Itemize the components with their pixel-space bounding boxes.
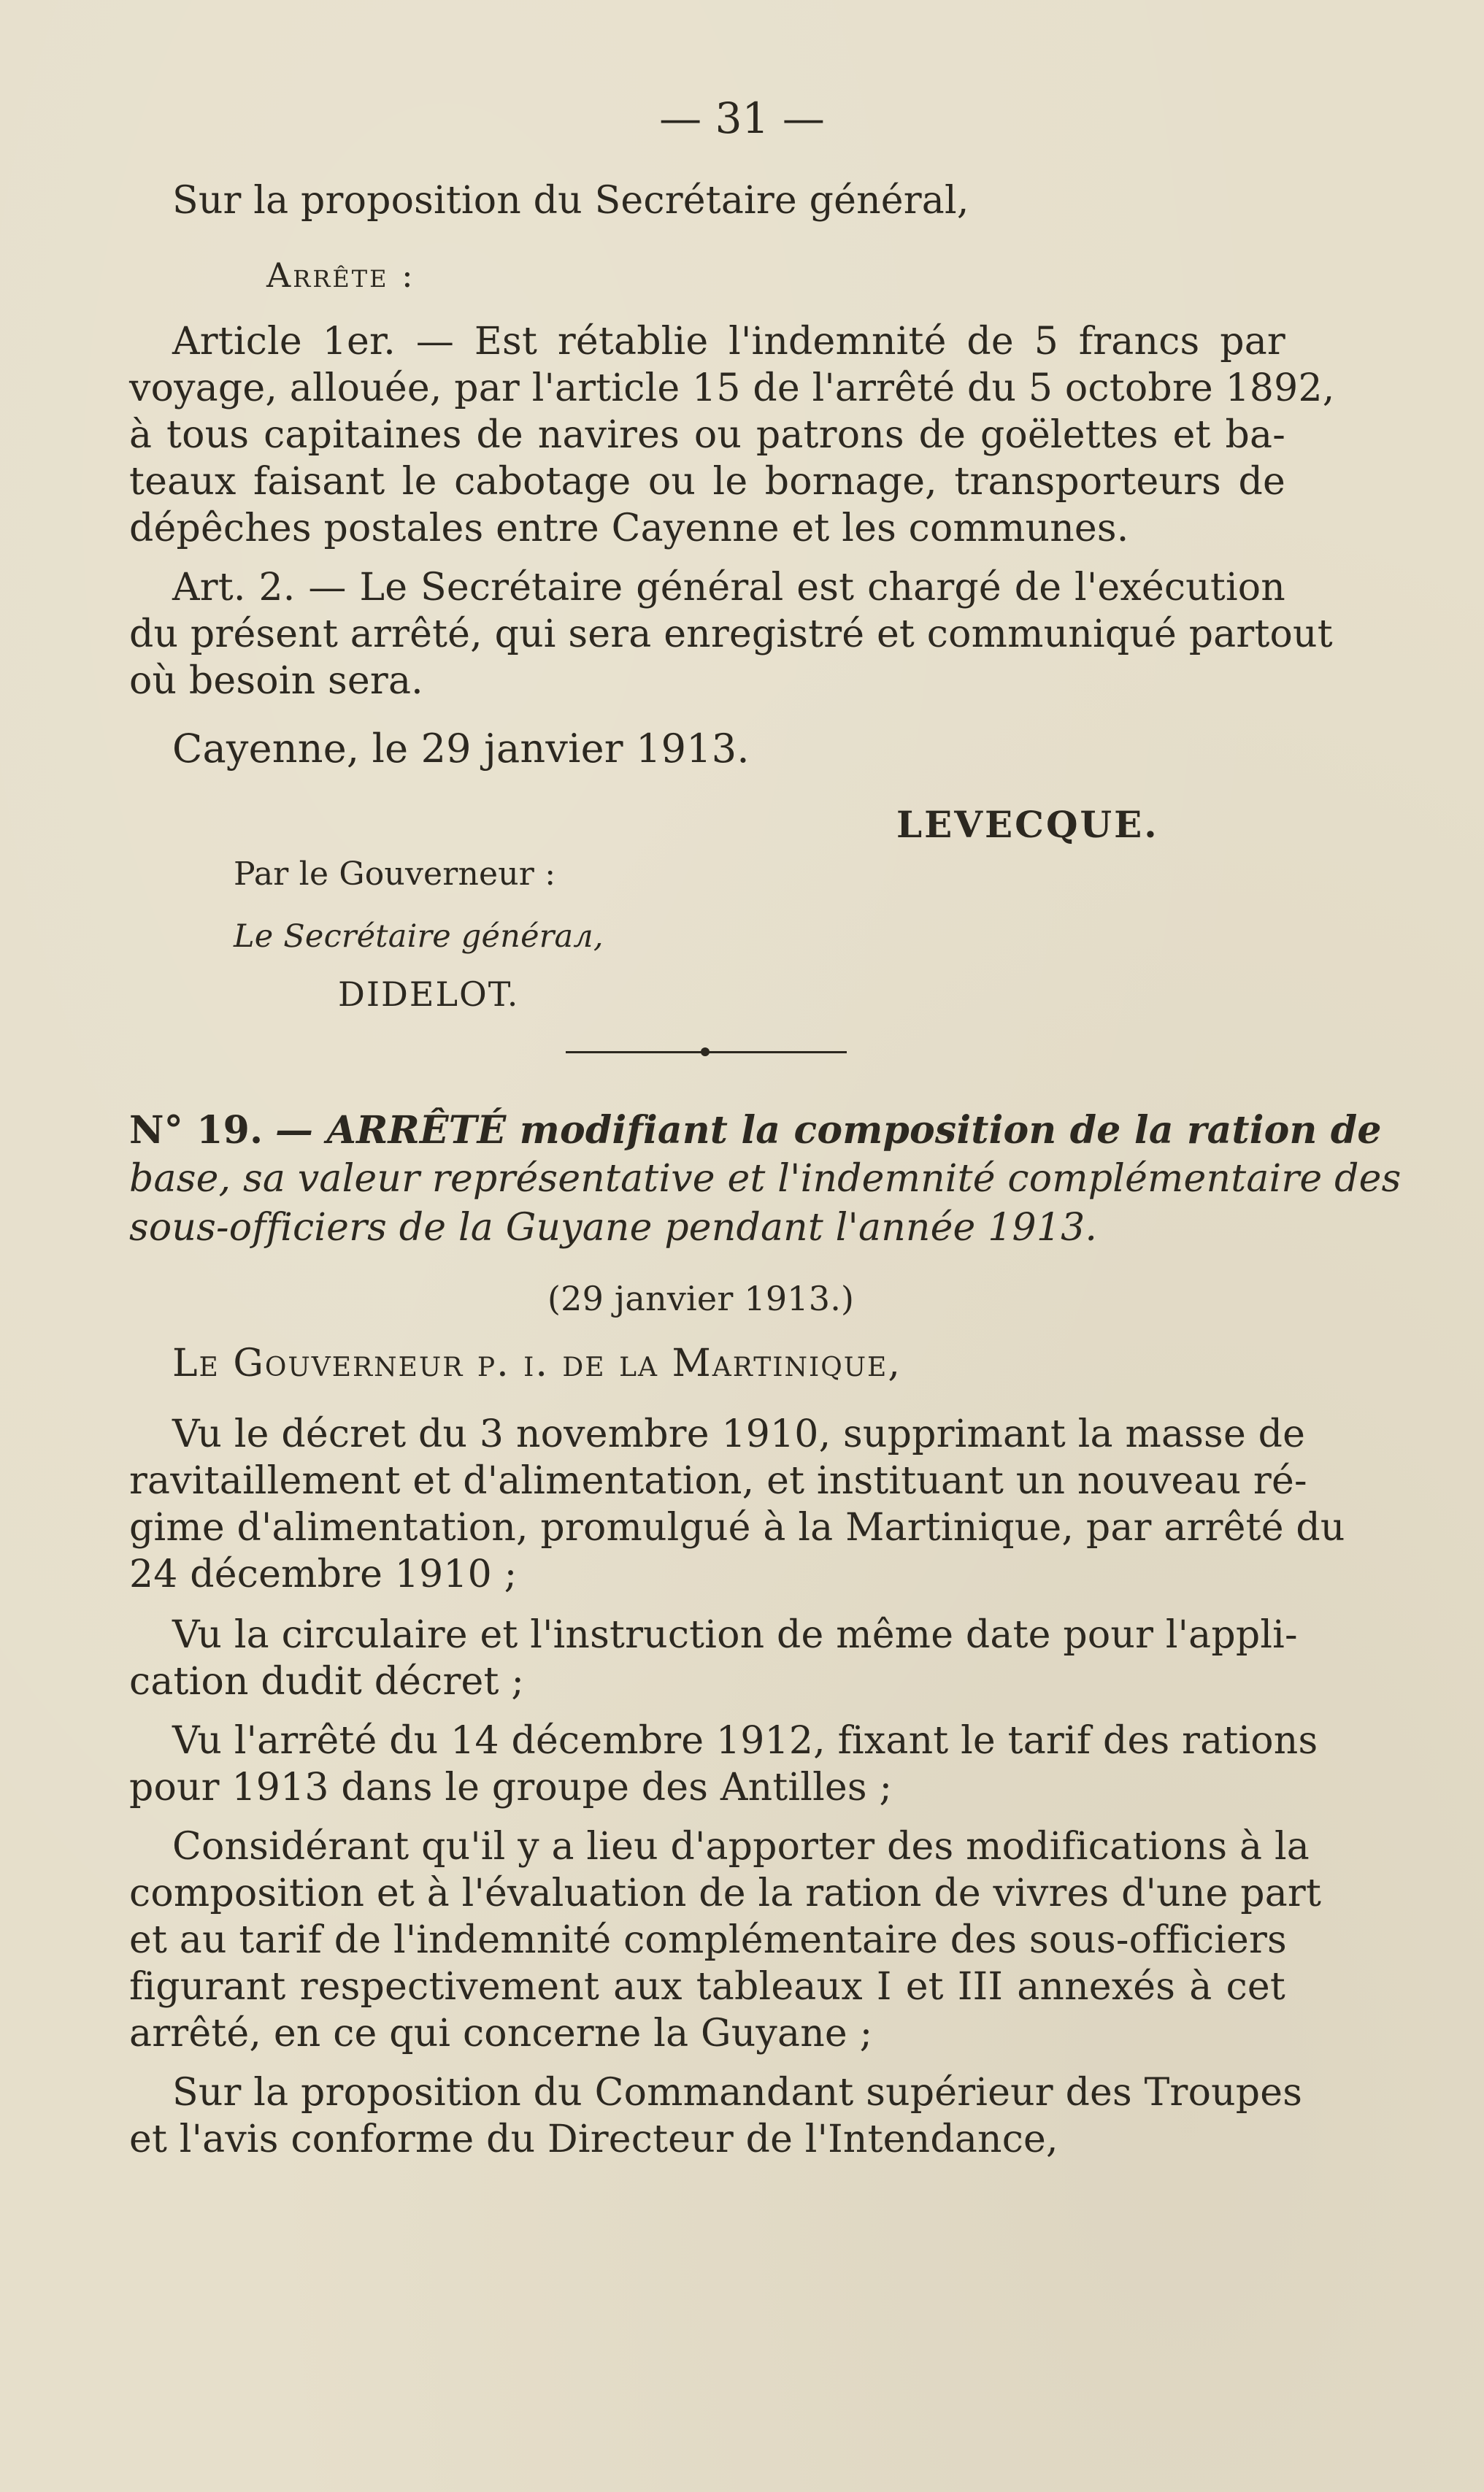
signature-levecque: LEVECQUE. [896,803,1159,846]
body-line-13: arrêté, en ce qui concerne la Guyane ; [129,2012,873,2055]
decree-number: N° 19. [129,1108,264,1153]
body-line-9: Considérant qu'il y a lieu d'apporter des modifications à la [172,1825,1310,1869]
article1-line-3: à tous capitaines de navires ou patrons de goëlettes et ba- [129,413,1285,457]
place-date: Cayenne, le 29 janvier 1913. [172,726,750,772]
article1-line-1: Article 1er. — Est rétablie l'indemnité de 5 francs par [172,320,1285,364]
proposition-line: Sur la proposition du Secrétaire général, [172,179,969,223]
article1-line-5: dépêches postales entre Cayenne et les communes. [129,507,1129,550]
decree-19-heading-line-1 [129,1108,1382,1153]
body-line-1: Vu le décret du 3 novembre 1910, supprimant la masse de [172,1412,1306,1456]
body-line-8: pour 1913 dans le groupe des Antilles ; [129,1766,893,1810]
body-line-3: gime d'alimentation, promulgué à la Martinique, par arrêté du [129,1506,1345,1550]
arrete-heading: Arrête : [266,255,415,295]
article1-line-2: voyage, allouée, par l'article 15 de l'arrêté du 5 octobre 1892, [129,366,1335,410]
body-line-10: composition et à l'évaluation de la ration de vivres d'une part [129,1872,1322,1915]
body-line-14: Sur la proposition du Commandant supérieur des Troupes [172,2071,1303,2115]
secretaire-title: Le Secrétaire générал, [234,918,604,955]
secretaire-name: DIDELOT. [338,974,520,1014]
section-divider-ornament [701,1047,710,1056]
decree-19-title-line-3: sous-officiers de la Guyane pendant l'année 1913. [129,1206,1098,1250]
decree-19-date: (29 janvier 1913.) [547,1279,855,1318]
par-gouverneur: Par le Gouverneur : [234,855,556,893]
body-line-11: et au tarif de l'indemnité complémentaire des sous-officiers [129,1918,1287,1962]
body-line-4: 24 décembre 1910 ; [129,1553,518,1596]
body-line-2: ravitaillement et d'alimentation, et instituant un nouveau ré- [129,1459,1307,1503]
page-number: — 31 — [659,93,825,143]
governor-line: Le Gouverneur p. i. de la Martinique, [172,1342,901,1385]
body-line-7: Vu l'arrêté du 14 décembre 1912, fixant le tarif des rations [172,1719,1318,1763]
article2-line-1: Art. 2. — Le Secrétaire général est chargé de l'exécution [172,566,1285,609]
body-line-12: figurant respectivement aux tableaux I et III annexés à cet [129,1965,1285,2009]
decree-19-title-line-2: base, sa valeur représentative et l'indemnité complémentaire des [129,1157,1402,1201]
article2-line-2: du présent arrêté, qui sera enregistré et communiqué partout [129,612,1333,656]
body-line-15: et l'avis conforme du Directeur de l'Intendance, [129,2118,1058,2161]
article1-line-4: teaux faisant le cabotage ou le bornage, transporteurs de [129,460,1285,504]
decree-title-1: — ARRÊTÉ modifiant la composition de la ration de [275,1108,1382,1153]
body-line-5: Vu la circulaire et l'instruction de même date pour l'appli- [172,1613,1298,1657]
body-line-6: cation dudit décret ; [129,1660,525,1704]
article2-line-3: où besoin sera. [129,659,423,703]
